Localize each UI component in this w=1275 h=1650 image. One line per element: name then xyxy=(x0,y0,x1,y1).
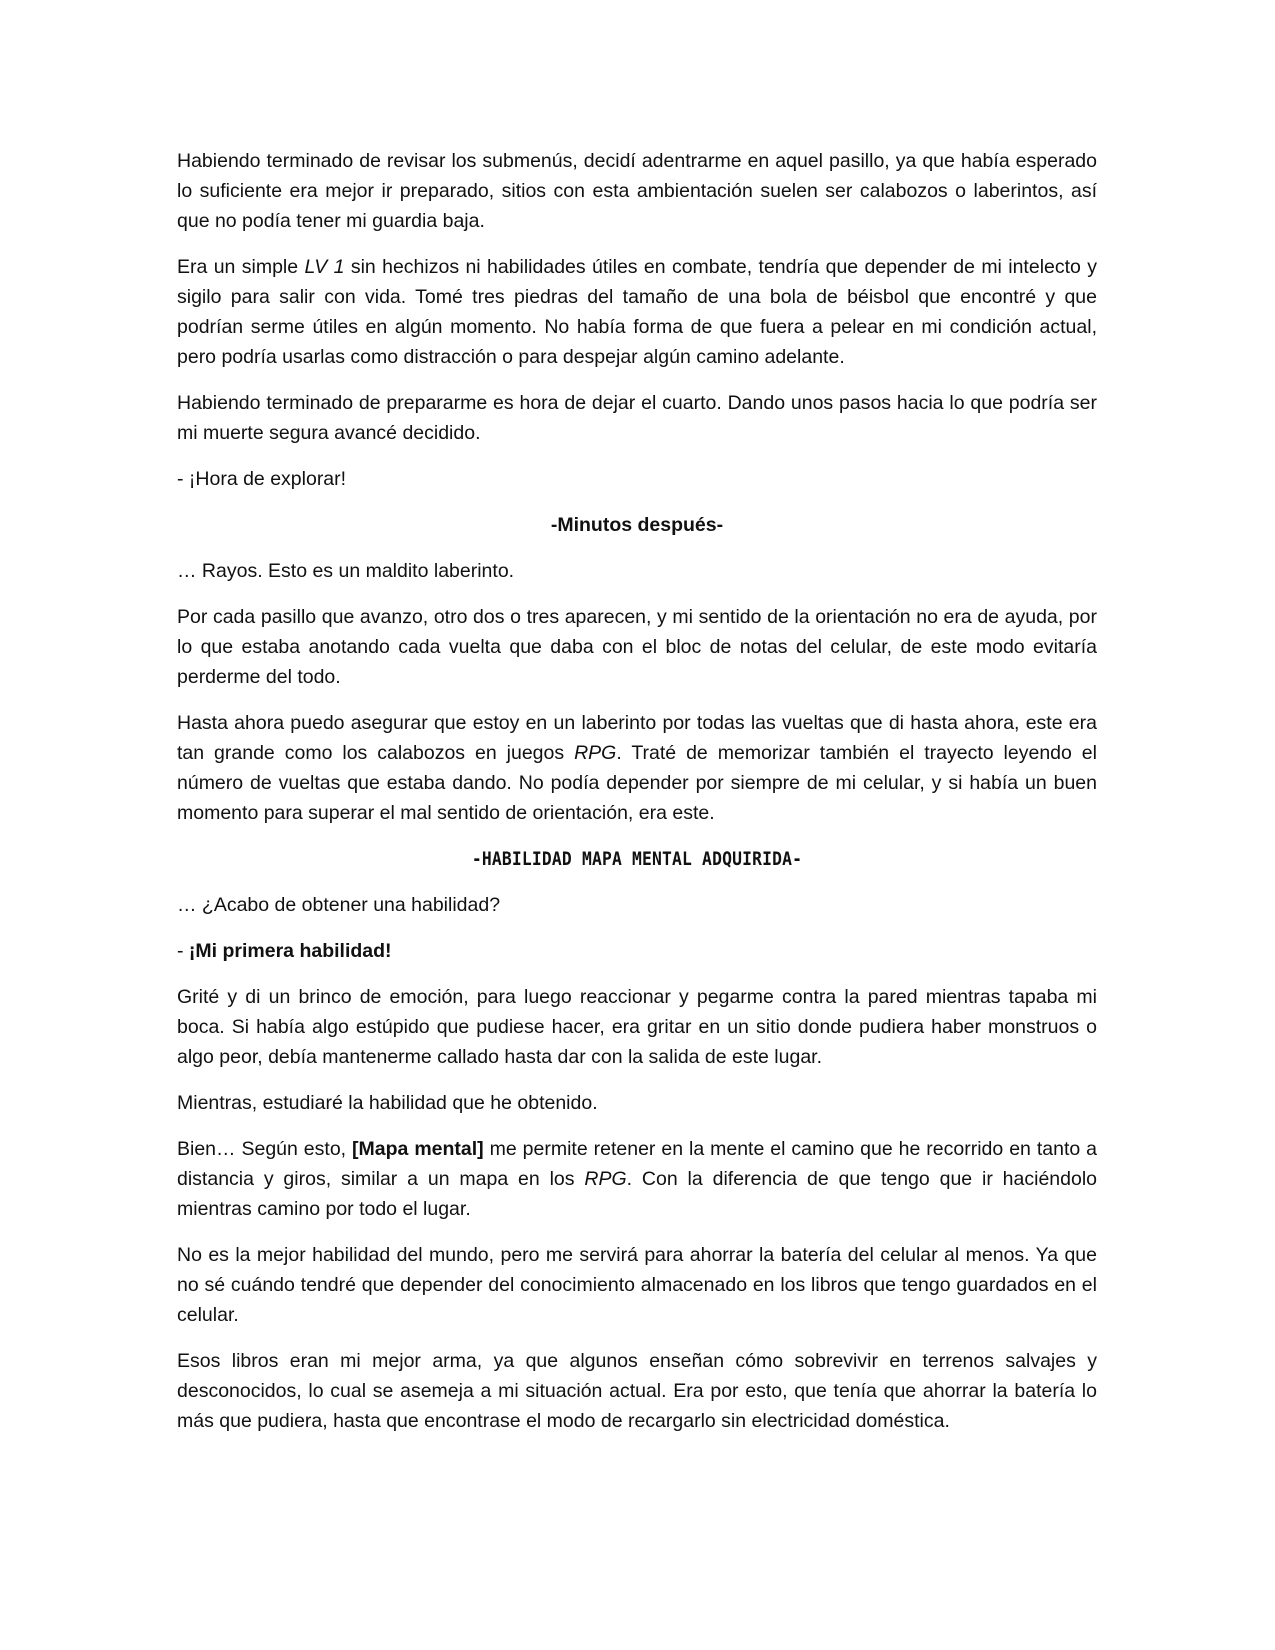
paragraph-8-text-b: . Traté de memorizar también el trayecto leyendo el número de vueltas que estaba dando. No podía depender por siempre de mi celular, y si había un buen momento para superar el mal sentido de orientación, era este. xyxy=(177,742,1097,824)
skill-acquired-banner: -HABILIDAD MAPA MENTAL ADQUIRIDA- xyxy=(471,848,803,870)
paragraph-2-text-b: sin hechizos ni habilidades útiles en combate, tendría que depender de mi intelecto y sigilo para salir con vida. Tomé tres piedras del tamaño de una bola de béisbol que encontré y que podrían serme útiles en algún momento. No había forma de que fuera a pelear en mi condición actual, pero podría usarlas como distracción o para despejar algún camino adelante. xyxy=(177,256,1097,368)
first-skill-exclamation: ¡Mi primera habilidad! xyxy=(188,940,392,962)
dialogue-explore: - ¡Hora de explorar! xyxy=(177,468,347,490)
paragraph-2-text-a: Era un simple xyxy=(177,256,305,278)
paragraph-8-text-a: Hasta ahora puedo asegurar que estoy en un laberinto por todas las vueltas que di hasta ahora, este era tan grande como los calabozos en juegos xyxy=(177,712,1097,764)
paragraph-1: Habiendo terminado de revisar los submenús, decidí adentrarme en aquel pasillo, ya que había esperado lo suficiente era mejor ir preparado, sitios con esta ambientación suelen ser calabozos o laberintos, así que no podía tener mi guardia baja. xyxy=(177,150,1097,232)
paragraph-12: Grité y di un brinco de emoción, para luego reaccionar y pegarme contra la pared mientras tapaba mi boca. Si había algo estúpido que pudiese hacer, era gritar en un sitio donde pudiera haber monstruos o algo peor, debía mantenerme callado hasta dar con la salida de este lugar. xyxy=(177,986,1097,1068)
paragraph-16: Esos libros eran mi mejor arma, ya que algunos enseñan cómo sobrevivir en terrenos salvajes y desconocidos, lo cual se asemeja a mi situación actual. Era por esto, que tenía que ahorrar la batería lo más que pudiera, hasta que encontrase el modo de recargarlo sin electricidad doméstica. xyxy=(177,1350,1097,1432)
paragraph-2 xyxy=(177,252,1097,372)
rpg-text: RPG xyxy=(574,742,617,764)
scene-break-heading: -Minutos después- xyxy=(550,514,724,536)
paragraph-14 xyxy=(177,1134,1097,1224)
dialogue-first-skill xyxy=(177,936,1097,966)
paragraph-14-text-b: me permite retener en la mente el camino que he recorrido en tanto a distancia y giros, similar a un mapa en los xyxy=(177,1138,1097,1190)
paragraph-14-text-c: . Con la diferencia de que tengo que ir haciéndolo mientras camino por todo el lugar. xyxy=(177,1168,1098,1220)
paragraph-7: Por cada pasillo que avanzo, otro dos o tres aparecen, y mi sentido de la orientación no era de ayuda, por lo que estaba anotando cada vuelta que daba con el bloc de notas del celular, de este modo evitaría perderme del todo. xyxy=(177,606,1097,688)
skill-name: [Mapa mental] xyxy=(352,1138,484,1160)
paragraph-question: … ¿Acabo de obtener una habilidad? xyxy=(177,894,501,916)
paragraph-14-text-a: Bien… Según esto, xyxy=(177,1138,353,1160)
dialogue-dash: - xyxy=(177,940,189,962)
level-text: LV 1 xyxy=(304,256,345,278)
document-page xyxy=(177,146,1097,1452)
paragraph-13: Mientras, estudiaré la habilidad que he obtenido. xyxy=(177,1092,598,1114)
rpg-text-2: RPG xyxy=(584,1168,627,1190)
paragraph-3: Habiendo terminado de prepararme es hora de dejar el cuarto. Dando unos pasos hacia lo que podría ser mi muerte segura avancé decidido. xyxy=(177,392,1097,444)
paragraph-15: No es la mejor habilidad del mundo, pero me servirá para ahorrar la batería del celular al menos. Ya que no sé cuándo tendré que depender del conocimiento almacenado en los libros que tengo guardados en el celular. xyxy=(177,1244,1097,1326)
paragraph-8 xyxy=(177,708,1097,828)
paragraph-rayos: … Rayos. Esto es un maldito laberinto. xyxy=(177,560,515,582)
